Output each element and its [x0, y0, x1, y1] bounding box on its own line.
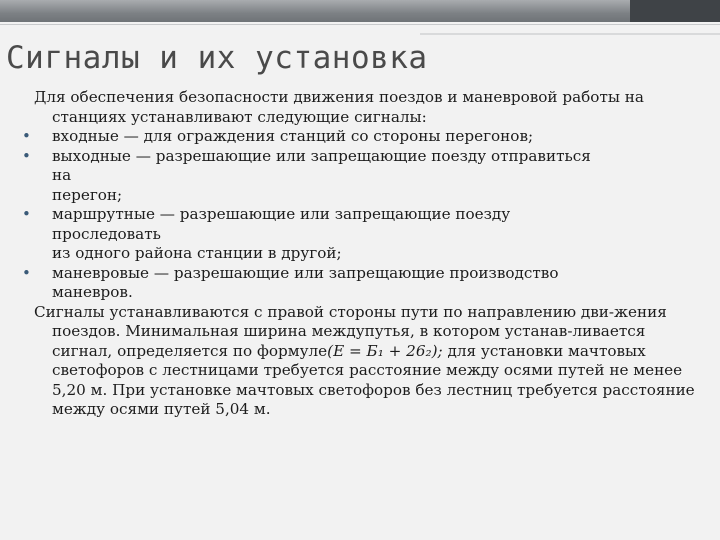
- bullet-line: проследовать: [52, 224, 161, 243]
- closing-paragraph: [34, 303, 704, 420]
- bullet-line: маршрутные — разрешающие или запрещающие поезду: [52, 205, 511, 223]
- bullet-icon: •: [22, 146, 31, 165]
- bullet-icon: •: [22, 127, 31, 145]
- bullet-icon: •: [22, 263, 31, 282]
- header-band-accent: [630, 0, 720, 22]
- header-band: [0, 0, 720, 22]
- formula: (E = Б₁ + 26₂);: [327, 341, 443, 360]
- slide-body: [22, 88, 704, 420]
- bullet-line: перегон;: [52, 185, 123, 204]
- bullet-line: из одного района станции в другой;: [52, 244, 342, 262]
- bullet-line: маневровые — разрешающие или запрещающие производство: [52, 263, 559, 282]
- closing-text-after: для установки мачтовых светофоров с лестницами требуется расстояние между осями путей не менее 5,20 м. При установке мачтовых светофоров без лестниц требуется расстояние между осями путей 5,04 м.: [52, 341, 695, 418]
- bullet-line: входные — для ограждения станций со стороны перегонов;: [52, 127, 534, 145]
- bullet-line: маневров.: [52, 283, 133, 301]
- intro-paragraph: Для обеспечения безопасности движения поездов и маневровой работы на станциях устанавливают следующие сигналы:: [34, 88, 644, 126]
- bullet-item: [22, 263, 704, 303]
- bullet-icon: •: [22, 205, 31, 223]
- slide-title: Сигналы и их установка: [6, 40, 428, 76]
- divider-line: [0, 24, 720, 25]
- bullet-item: [22, 146, 704, 206]
- bullet-item: [22, 205, 704, 264]
- divider-line-short: [420, 33, 720, 35]
- closing-text-before: Сигналы устанавливаются с правой стороны пути по направлению дви-жения поездов. Минимальная ширина междупутья, в котором устанав-ливается сигнал, определяется по формуле: [34, 302, 667, 360]
- bullet-line: на: [52, 166, 72, 184]
- bullet-line: выходные — разрешающие или запрещающие поезду отправиться: [52, 146, 591, 165]
- bullet-item: [22, 127, 704, 147]
